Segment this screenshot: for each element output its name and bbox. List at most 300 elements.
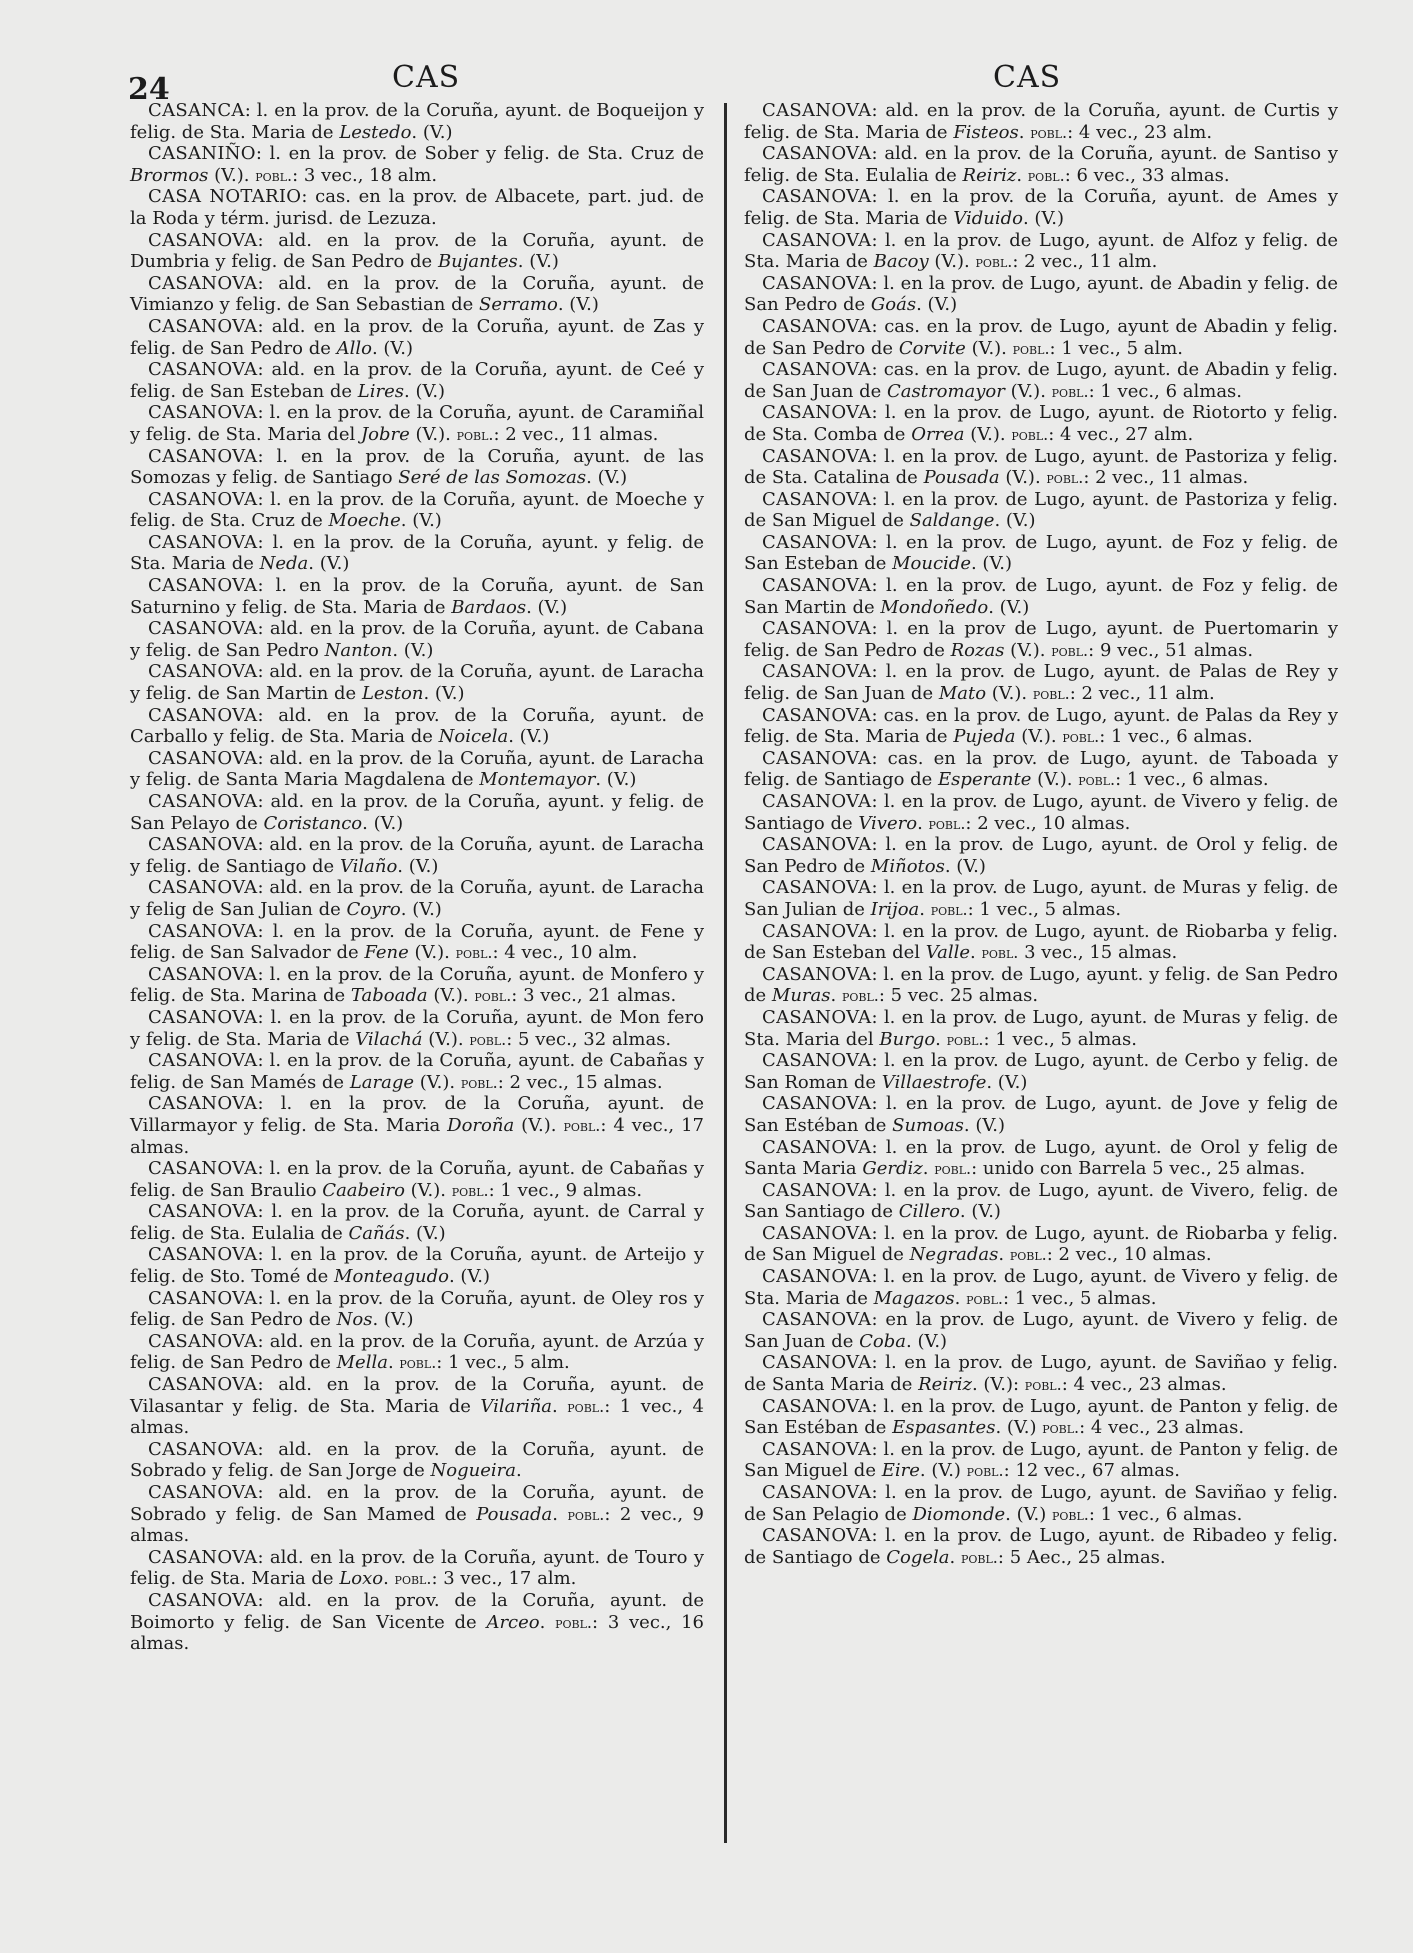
- entry-text: : l. en la prov. de la Coruña, ayunt. de Boqueijon y felig. de Sta. Maria de: [130, 100, 704, 143]
- entry-text: : l. en la prov. de Lugo, ayunt. de Orol y felig de Santa Maria: [744, 1136, 1338, 1180]
- entry-tail: . (V.): [995, 1417, 1043, 1439]
- entry-tail: .: [552, 1395, 568, 1417]
- entry-tail: . (V.): [404, 380, 446, 402]
- dictionary-entry: [744, 1525, 1338, 1568]
- entry-headword: CASANOVA: [148, 1287, 258, 1309]
- entry-text: : l. en la prov. de Lugo, ayunt. de Panton y felig. de San Miguel de: [744, 1438, 1338, 1482]
- entry-text: : l. en la prov. de Lugo, ayunt. de Cerbo y felig. de San Roman de: [744, 1050, 1338, 1093]
- entry-place: Coyro: [346, 898, 401, 920]
- entry-headword: CASANOVA: [148, 747, 258, 769]
- entry-headword: CASANOVA: [762, 531, 872, 553]
- entry-population: : 9 vec., 51 almas.: [1088, 639, 1254, 661]
- running-header-left: CAS: [392, 60, 461, 95]
- entry-place: Vilachá: [355, 1028, 423, 1050]
- dictionary-entry: [130, 705, 704, 748]
- dictionary-entry: [744, 186, 1338, 229]
- entry-tail: (V.).: [422, 1028, 470, 1050]
- entry-place: Jobre: [360, 423, 410, 445]
- entry-population: : 4 vec., 27 alm.: [1048, 423, 1194, 445]
- dictionary-entry: [744, 1180, 1338, 1223]
- left-column: [130, 100, 704, 1655]
- entry-place: Allo: [336, 337, 372, 359]
- entry-text: : ald. en la prov. de la Coruña, ayunt. de Carballo y felig. de Sta. Maria de: [130, 704, 704, 748]
- entry-headword: CASANOVA: [148, 488, 258, 510]
- entry-headword: CASANOVA: [762, 1050, 872, 1072]
- entry-place: Neda: [259, 553, 309, 575]
- entry-text: : ald. en la prov. de la Coruña, ayunt. de Laracha y felig. de San Martin de: [130, 661, 704, 705]
- dictionary-entry: [130, 273, 704, 316]
- entry-population: : 2 vec., 10 almas.: [965, 812, 1131, 834]
- entry-headword: CASANOVA: [762, 791, 872, 812]
- entry-tail: . (V.): [372, 1309, 414, 1331]
- entry-text: : ald. en la prov. de la Coruña, ayunt. de Curtis y felig. de Sta. Maria de: [744, 100, 1338, 143]
- entry-tail: . (V.): [586, 467, 628, 489]
- dictionary-entry: [130, 791, 704, 834]
- entry-tail: .: [919, 898, 931, 920]
- entry-population: : 2 vec., 11 alm.: [1012, 251, 1158, 273]
- entry-tail: . (V.): [906, 1330, 948, 1352]
- entry-population: : 1 vec., 5 alm.: [1049, 337, 1184, 359]
- entry-text: : ald. en la prov. de la Coruña, ayunt. de Zas y felig. de San Pedro de: [130, 315, 704, 359]
- entry-place: Pujeda: [953, 726, 1016, 748]
- dictionary-entry: [744, 748, 1338, 791]
- dictionary-entry: [744, 316, 1338, 359]
- entry-tail: (V.).: [986, 683, 1033, 705]
- entry-population: : 1 vec., 6 almas.: [1115, 769, 1269, 791]
- entry-place: Castromayor: [887, 380, 1005, 402]
- entry-text: : ald. en la prov. de la Coruña, ayunt. de Ceé y felig. de San Esteban de: [130, 359, 704, 402]
- entry-population: : 4 vec., 10 alm.: [492, 942, 638, 964]
- entry-place: Lestedo: [339, 121, 412, 143]
- entry-place: Miñotos: [870, 855, 945, 877]
- entry-tail: . (V.): [371, 337, 414, 359]
- entry-tail: . (V.): [392, 639, 434, 661]
- entry-place: Pousada: [923, 467, 1000, 489]
- entry-population: : 4 vec., 23 almas.: [1061, 1374, 1227, 1396]
- dictionary-entry: [130, 1288, 704, 1331]
- entry-headword: CASANOVA: [762, 1352, 872, 1374]
- entry-place: Irijoa: [870, 898, 920, 920]
- entry-text: : l. en la prov. de Lugo, ayunt. de Jove y felig de San Estéban de: [744, 1093, 1338, 1136]
- entry-headword: CASANOVA: [762, 1438, 872, 1460]
- entry-headword: CASANOVA: [762, 1482, 872, 1503]
- entry-tail: . (V.): [1005, 1503, 1052, 1525]
- entry-pobl: pobl.: [1032, 684, 1070, 704]
- entry-tail: . (V.): [994, 510, 1036, 532]
- dictionary-entry: [130, 100, 704, 143]
- entry-tail: . (V.): [963, 1114, 1005, 1136]
- entry-pobl: pobl.: [1051, 1504, 1089, 1524]
- entry-text: : cas. en la prov. de Lugo, ayunt. de Abadin y felig. de San Juan de: [744, 359, 1338, 402]
- entry-population: 3 vec., 15 almas.: [1018, 942, 1178, 964]
- entry-text: : ald. en la prov. de la Coruña, ayunt. de Vilasantar y felig. de Sta. Maria de: [130, 1374, 704, 1417]
- entry-place: Villaestrofe: [881, 1071, 987, 1093]
- entry-text: : l. en la prov. de Lugo, ayunt. de Pastoriza y felig. de Sta. Catalina de: [744, 445, 1338, 489]
- entry-headword: CASANOVA: [148, 1546, 258, 1568]
- dictionary-entry: [130, 1374, 704, 1439]
- entry-place: Nos: [336, 1309, 373, 1331]
- entry-pobl: pobl.: [1042, 1418, 1080, 1438]
- entry-place: Lires: [357, 380, 405, 402]
- entry-tail: . (V.): [517, 251, 559, 273]
- entry-text: : l. en la prov. de la Coruña, ayunt. y felig. de Sta. Maria de: [130, 531, 704, 575]
- entry-headword: CASANOVA: [148, 791, 258, 812]
- dictionary-entry: [130, 1590, 704, 1655]
- entry-tail: . (V.): [411, 121, 453, 143]
- dictionary-entry: [130, 834, 704, 877]
- entry-text: : ald. en la prov. de la Coruña, ayunt. de Touro y felig. de Sta. Maria de: [130, 1546, 704, 1590]
- entry-place: Sumoas: [892, 1114, 964, 1136]
- entry-place: Leston: [361, 683, 424, 705]
- entry-headword: CASANOVA: [148, 1589, 258, 1611]
- entry-tail: .: [552, 1503, 568, 1525]
- entry-tail: . (V.): [986, 1071, 1028, 1093]
- entry-headword: CASANOVA: [762, 1222, 872, 1244]
- entry-text: : l. en la prov. de la Coruña, ayunt. de Arteijo y felig. de Sto. Tomé de: [130, 1244, 704, 1288]
- dictionary-entry: [130, 1050, 704, 1093]
- entry-pobl: pobl.: [966, 1288, 1003, 1308]
- entry-text: : ald. en la prov. de la Coruña, ayunt. de Boimorto y felig. de San Vicente de: [130, 1589, 704, 1633]
- dictionary-entry: [130, 230, 704, 273]
- entry-tail: . (V.): [400, 510, 442, 532]
- entry-population: : 2 vec., 11 almas.: [1083, 467, 1249, 489]
- entry-text: : ald. en la prov. de la Coruña, ayunt. de Cabana y felig. de San Pedro: [130, 618, 704, 661]
- dictionary-entry: [744, 1137, 1338, 1180]
- entry-text: : en la prov. de Lugo, ayunt. de Vivero y felig. de San Juan de: [744, 1309, 1338, 1352]
- entry-place: Eire: [881, 1460, 920, 1482]
- entry-population: : 3 vec., 17 alm.: [431, 1568, 577, 1590]
- dictionary-entry: [744, 446, 1338, 489]
- entry-text: : ald. en la prov. de la Coruña, ayunt. de Laracha y felig. de Santiago de: [130, 834, 704, 877]
- entry-headword: CASANOVA: [148, 272, 258, 294]
- entry-tail: (V.).: [1004, 639, 1052, 661]
- entry-headword: CASANOVA: [762, 1395, 872, 1417]
- entry-population: : 5 Aec., 25 almas.: [997, 1546, 1166, 1568]
- entry-pobl: pobl.: [934, 1159, 972, 1179]
- entry-tail: (V.).: [928, 251, 976, 273]
- entry-place: Coristanco: [263, 812, 363, 834]
- entry-pobl: pobl.: [930, 899, 968, 919]
- entry-tail: (V.).: [414, 1071, 461, 1093]
- dictionary-entry: [744, 1007, 1338, 1050]
- entry-pobl: pobl.: [474, 986, 512, 1006]
- entry-text: : l. en la prov. de Sober y felig. de Sta. Cruz de: [255, 143, 704, 165]
- entry-headword: CASANOVA: [148, 877, 258, 899]
- dictionary-entry: [744, 1309, 1338, 1352]
- entry-headword: CASANOVA: [762, 100, 872, 121]
- entry-population: : 1 vec., 5 almas.: [983, 1028, 1137, 1050]
- dictionary-entry: [744, 705, 1338, 748]
- entry-pobl: pobl.: [1078, 770, 1116, 790]
- entry-headword: CASANOVA: [148, 618, 258, 640]
- entry-place: Corvite: [898, 337, 966, 359]
- entry-headword: CASANOVA: [148, 1438, 258, 1460]
- entry-tail: .: [935, 1028, 947, 1050]
- entry-pobl: pobl.: [456, 424, 494, 444]
- entry-headword: CASANOVA: [762, 747, 872, 769]
- entry-tail: (V.).: [965, 337, 1013, 359]
- dictionary-entry: [130, 921, 704, 964]
- entry-place: Nogueira: [430, 1460, 516, 1482]
- dictionary-entry: [744, 1223, 1338, 1266]
- entry-tail: (V.).: [1031, 769, 1079, 791]
- entry-tail: . (V.):: [971, 1374, 1025, 1396]
- entry-population: : 1 vec., 5 almas.: [1002, 1287, 1157, 1309]
- entry-text: : cas. en la prov. de Lugo, ayunt de Abadin y felig. de San Pedro de: [744, 315, 1338, 359]
- entry-text: : ald. en la prov. de la Coruña, ayunt. de Dumbria y felig. de San Pedro de: [130, 229, 704, 273]
- entry-population: : 5 vec. 25 almas.: [878, 985, 1039, 1007]
- dictionary-entry: [744, 834, 1338, 877]
- entry-tail: (V.).: [514, 1114, 564, 1136]
- entry-place: Serramo: [479, 294, 558, 316]
- entry-place: Orrea: [911, 423, 965, 445]
- dictionary-entry: [130, 316, 704, 359]
- entry-tail: (V.).: [208, 164, 256, 186]
- dictionary-entry: [744, 230, 1338, 273]
- entry-population: : unido con Barrela 5 vec., 25 almas.: [971, 1158, 1306, 1180]
- entry-text: : l. en la prov. de Lugo, ayunt. de Ribadeo y felig. de Santiago de: [744, 1525, 1338, 1568]
- entry-tail: .: [954, 1287, 967, 1309]
- entry-text: : ald. en la prov. de la Coruña, ayunt. de Laracha y felig de San Julian de: [130, 877, 704, 920]
- entry-place: Espasantes: [892, 1417, 996, 1439]
- dictionary-entry: [744, 791, 1338, 834]
- entry-tail: (V.).: [409, 423, 457, 445]
- entry-headword: CASANOVA: [762, 704, 872, 726]
- entry-text: : l. en la prov. de la Coruña, ayunt. de Oley ros y felig. de San Pedro de: [130, 1287, 704, 1331]
- dictionary-entry: [744, 273, 1338, 316]
- entry-headword: CASANOVA: [762, 272, 872, 294]
- entry-headword: CASANOVA: [148, 1006, 258, 1028]
- dictionary-entry: [744, 402, 1338, 445]
- dictionary-entry: [744, 359, 1338, 402]
- entry-place: Vilariña: [480, 1395, 553, 1417]
- entry-pobl: pobl.: [1062, 727, 1100, 747]
- entry-headword: CASANOVA: [148, 402, 258, 424]
- entry-text: : l. en la prov. de Lugo, ayunt. de Muras y felig. de Sta. Maria del: [744, 1006, 1338, 1050]
- entry-tail: .: [1016, 164, 1028, 186]
- entry-headword: CASANOVA: [148, 531, 258, 553]
- entry-place: Viduido: [953, 207, 1023, 229]
- dictionary-entry: [130, 575, 704, 618]
- entry-population: : 3 vec., 21 almas.: [511, 985, 677, 1007]
- dictionary-entry: [130, 1439, 704, 1482]
- entry-tail: . (V.): [448, 1266, 491, 1288]
- entry-place: Mondoñedo: [880, 596, 989, 618]
- entry-headword: CASANOVA: [762, 877, 872, 899]
- entry-headword: CASANOVA: [148, 1050, 258, 1072]
- entry-headword: CASANOVA: [762, 488, 872, 510]
- entry-population: : 2 vec., 11 almas.: [493, 423, 659, 445]
- entry-place: Caabeiro: [322, 1179, 405, 1201]
- dictionary-entry: [130, 402, 704, 445]
- entry-tail: .: [922, 1158, 935, 1180]
- entry-headword: CASANOVA: [148, 445, 258, 467]
- entry-text: : ald. en la prov. de la Coruña, ayunt. de Sobrado y felig. de San Jorge de: [130, 1438, 704, 1482]
- entry-text: : l. en la prov. de Lugo, ayunt. de Vivero y felig. de Santiago de: [744, 791, 1338, 834]
- entry-headword: CASANOVA: [762, 661, 872, 683]
- entry-headword: CASANOVA: [148, 704, 258, 726]
- entry-place: Goás: [870, 294, 917, 316]
- entry-place: Taboada: [350, 985, 428, 1007]
- entry-headword: CASANOVA: [762, 402, 872, 424]
- entry-headword: CASANOVA: [762, 1136, 872, 1158]
- entry-tail: . (V.): [916, 294, 958, 316]
- entry-population: : 6 vec., 33 almas.: [1064, 164, 1230, 186]
- entry-tail: (V.).: [427, 985, 475, 1007]
- entry-population: : 12 vec., 67 almas.: [1003, 1460, 1180, 1482]
- entry-text: : cas. en la prov. de Albacete, part. jud. de la Roda y térm. jurisd. de Lezuza.: [130, 186, 705, 229]
- entry-headword: CASANOVA: [762, 920, 872, 942]
- entry-headword: CASANOVA: [762, 186, 872, 208]
- entry-place: Moeche: [328, 510, 401, 532]
- column-divider: [724, 103, 727, 1843]
- entry-tail: . (V.): [988, 596, 1030, 618]
- dictionary-entry: [130, 618, 704, 661]
- entry-population: : 1 vec., 6 almas.: [1088, 1503, 1243, 1525]
- entry-tail: .: [830, 985, 842, 1007]
- entry-text: : l. en la prov. de Lugo, ayunt. de Vivero y felig. de Sta. Maria de: [744, 1266, 1338, 1309]
- entry-text: : l. en la prov de Lugo, ayunt. de Puertomarin y felig. de San Pedro de: [744, 618, 1338, 661]
- entry-place: Burgo: [879, 1028, 936, 1050]
- entry-tail: . (V.): [1022, 207, 1065, 229]
- entry-pobl: pobl.: [1012, 338, 1050, 358]
- entry-tail: (V.).: [1015, 726, 1063, 748]
- entry-headword: CASANOVA: [762, 834, 872, 856]
- entry-text: : l. en la prov. de Lugo, ayunt. de Palas de Rey y felig. de San Juan de: [744, 661, 1338, 705]
- entry-place: Fisteos: [953, 121, 1019, 143]
- entry-population: : 1 vec., 9 almas.: [488, 1179, 643, 1201]
- entry-place: Bardaos: [451, 596, 527, 618]
- entry-text: : l. en la prov. de la Coruña, ayunt. de San Saturnino y felig. de Sta. Maria de: [130, 575, 704, 618]
- running-header-right: CAS: [993, 60, 1062, 95]
- entry-place: Seré de las Somozas: [398, 467, 587, 489]
- entry-tail: .: [515, 1460, 522, 1482]
- entry-place: Cogela: [886, 1546, 950, 1568]
- entry-tail: . (V.): [526, 596, 568, 618]
- dictionary-entry: [744, 100, 1338, 143]
- entry-text: : l. en la prov. de la Coruña, ayunt. de Cabañas y felig. de San Mamés de: [130, 1050, 704, 1093]
- entry-pobl: pobl.: [1009, 1245, 1047, 1265]
- entry-headword: CASANOVA: [148, 575, 258, 597]
- entry-place: Doroña: [447, 1114, 515, 1136]
- entry-text: : l. en la prov. de la Coruña, ayunt. de Ames y felig. de Sta. Maria de: [744, 186, 1338, 229]
- entry-population: : 1 vec., 5 almas.: [967, 898, 1122, 920]
- entry-text: : l. en la prov. de la Coruña, ayunt. de Villarmayor y felig. de Sta. Maria: [130, 1093, 704, 1136]
- dictionary-entry: [744, 1396, 1338, 1439]
- entry-pobl: pobl.: [399, 1353, 437, 1373]
- entry-place: Noicela: [438, 726, 509, 748]
- entry-place: Reiriz: [962, 164, 1017, 186]
- entry-text: : ald. en la prov. de la Coruña, ayunt. de Santiso y felig. de Sta. Eulalia de: [744, 143, 1338, 186]
- entry-place: Monteagudo: [334, 1266, 449, 1288]
- entry-tail: . (V.): [404, 1222, 446, 1244]
- entry-pobl: pobl.: [946, 1029, 984, 1049]
- dictionary-entry: [130, 661, 704, 704]
- entry-place: Arceo: [486, 1611, 540, 1633]
- entry-text: : ald. en la prov. de la Coruña, ayunt. de Sobrado y felig. de San Mamed de: [130, 1482, 704, 1525]
- dictionary-entry: [130, 143, 704, 186]
- entry-text: : l. en la prov. de la Coruña, ayunt. de Carral y felig. de Sta. Eulalia de: [130, 1201, 704, 1244]
- dictionary-entry: [130, 1007, 704, 1050]
- entry-place: Coba: [859, 1330, 907, 1352]
- entry-pobl: pobl.: [1051, 640, 1089, 660]
- dictionary-entry: [744, 1050, 1338, 1093]
- entry-text: : ald. en la prov. de la Coruña, ayunt. de Arzúa y felig. de San Pedro de: [130, 1330, 704, 1374]
- entry-headword: CASANOVA: [762, 618, 872, 640]
- entry-place: Loxo: [339, 1568, 384, 1590]
- dictionary-entry: [130, 1201, 704, 1244]
- entry-text: : cas. en la prov. de Lugo, ayunt. de Palas da Rey y felig. de Sta. Maria de: [744, 704, 1338, 748]
- entry-pobl: pobl.: [460, 1072, 498, 1092]
- entry-headword: CASANOVA: [762, 575, 872, 597]
- entry-place: Mato: [938, 683, 987, 705]
- entry-tail: . (V.): [508, 726, 550, 748]
- entry-population: : 3 vec., 18 alm.: [292, 164, 438, 186]
- entry-tail: . (V.): [595, 769, 637, 791]
- dictionary-entry: [744, 1352, 1338, 1395]
- dictionary-entry: [744, 877, 1338, 920]
- entry-place: Gerdiz: [862, 1158, 923, 1180]
- entry-headword: CASANOVA: [762, 315, 872, 337]
- dictionary-entry: [744, 1266, 1338, 1309]
- entry-headword: CASANOVA: [148, 1374, 258, 1396]
- entry-text: : l. en la prov. de Lugo, ayunt. de Panton y felig. de San Estéban de: [744, 1395, 1338, 1439]
- dictionary-entry: [744, 575, 1338, 618]
- entry-population: : 4 vec., 23 alm.: [1067, 121, 1213, 143]
- entry-headword: CASANOVA: [762, 963, 872, 985]
- entry-pobl: pobl.: [1027, 165, 1065, 185]
- dictionary-entry: [130, 1093, 704, 1158]
- entry-headword: CASANOVA: [762, 445, 872, 467]
- entry-headword: CASANOVA: [148, 661, 258, 683]
- entry-place: Brormos: [130, 164, 209, 186]
- dictionary-entry: [130, 359, 704, 402]
- dictionary-entry: [744, 964, 1338, 1007]
- entry-tail: . (V.): [400, 898, 442, 920]
- entry-tail: . (V.): [970, 553, 1013, 575]
- entry-place: Cillero: [898, 1201, 960, 1223]
- entry-place: Esperante: [938, 769, 1032, 791]
- entry-text: : l. en la prov. de Lugo, ayunt. de Riobarba y felig. de San Esteban del: [744, 920, 1338, 964]
- entry-tail: . (V.): [397, 855, 439, 877]
- dictionary-entry: [744, 661, 1338, 704]
- entry-text: : ald. en la prov. de la Coruña, ayunt. de Laracha y felig. de Santa Maria Magdalena de: [130, 747, 704, 791]
- entry-population: : 2 vec., 15 almas.: [497, 1071, 663, 1093]
- entry-place: Reiriz: [918, 1374, 972, 1396]
- dictionary-entry: [130, 1331, 704, 1374]
- entry-population: : 2 vec., 11 alm.: [1069, 683, 1215, 705]
- entry-place: Mella: [336, 1352, 388, 1374]
- entry-place: Pousada: [476, 1503, 553, 1525]
- dictionary-entry: [130, 748, 704, 791]
- entry-text: : l. en la prov. de la Coruña, ayunt. de Moeche y felig. de Sta. Cruz de: [130, 488, 704, 532]
- entry-place: Montemayor: [479, 769, 596, 791]
- entry-tail: .: [1018, 121, 1031, 143]
- entry-place: Bacoy: [873, 251, 929, 273]
- entry-place: Bujantes: [437, 251, 518, 273]
- dictionary-entry: [130, 1158, 704, 1201]
- entry-text: : l. en la prov. de Lugo, ayunt. de Muras y felig. de San Julian de: [744, 877, 1338, 920]
- entry-pobl: pobl.: [928, 813, 966, 833]
- entry-tail: (V.).: [964, 423, 1012, 445]
- entry-tail: .: [539, 1611, 556, 1633]
- entry-tail: (V.).: [404, 1179, 452, 1201]
- entry-headword: CASANOVA: [148, 1201, 258, 1223]
- entry-tail: . (V.): [557, 294, 599, 316]
- entry-headword: CASANOVA: [148, 1158, 258, 1180]
- entry-text: : l. en la prov. de Lugo, ayunt. de Riobarba y felig. de San Miguel de: [744, 1222, 1338, 1266]
- entry-pobl: pobl.: [981, 943, 1019, 963]
